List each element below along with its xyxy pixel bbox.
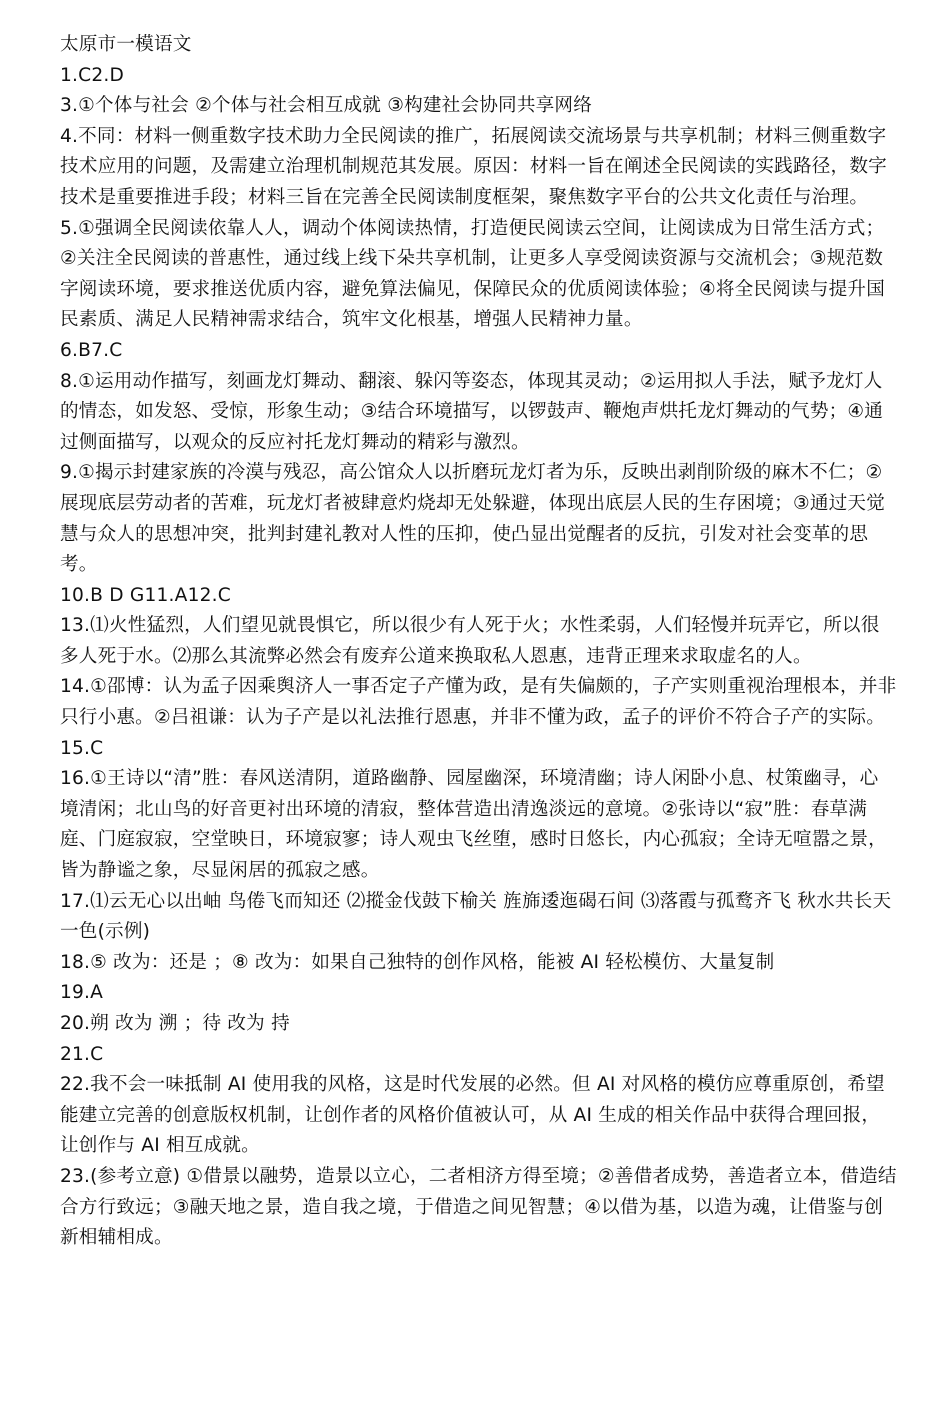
answer-22: 22.我不会一味抵制 AI 使用我的风格，这是时代发展的必然。但 AI 对风格的模仿应尊重原创，希望能建立完善的创意版权机制，让创作者的风格价值被认可，从 AI 生成的相关作品中获得合理回报，让创作与 AI 相互成就。 xyxy=(60,1074,885,1157)
answer-21: 21.C xyxy=(60,1043,104,1065)
answer-10-12: 10.B D G11.A12.C xyxy=(60,584,231,606)
answer-23: 23.(参考立意) ①借景以融势，造景以立心，二者相济方得至境；②善借者成势，善造者立本，借造结合方行致远；③融天地之景，造自我之境，于借造之间见智慧；④以借为基，以造为魂，让借鉴与创新相辅相成。 xyxy=(60,1165,897,1249)
answer-15: 15.C xyxy=(60,737,104,759)
answer-16: 16.①王诗以“清”胜：春风送清阴，道路幽静、园屋幽深，环境清幽；诗人闲卧小息、杖策幽寻，心境清闲；北山鸟的好音更衬出环境的清寂，整体营造出清逸淡远的意境。②张诗以“寂”胜：春草满庭、门庭寂寂，空堂映日，环境寂寥；诗人观虫飞丝堕，感时日悠长，内心孤寂；全诗无喧嚣之景，皆为静谧之象，尽显闲居的孤寂之感。 xyxy=(60,768,887,882)
answer-8: 8.①运用动作描写，刻画龙灯舞动、翻滚、躲闪等姿态，体现其灵动；②运用拟人手法，赋予龙灯人的情态，如发怒、受惊，形象生动；③结合环境描写，以锣鼓声、鞭炮声烘托龙灯舞动的气势；④通过侧面描写，以观众的反应衬托龙灯舞动的精彩与激烈。 xyxy=(60,370,884,453)
answer-9: 9.①揭示封建家族的冷漠与残忍，高公馆众人以折磨玩龙灯者为乐，反映出剥削阶级的麻木不仁；②展现底层劳动者的苦难，玩龙灯者被肆意灼烧却无处躲避，体现出底层人民的生存困境；③通过天觉慧与众人的思想冲突，批判封建礼教对人性的压抑，使凸显出觉醒者的反抗，引发对社会变革的思考。 xyxy=(60,462,886,576)
document-title: 太原市一模语文 xyxy=(60,34,192,55)
answer-13: 13.⑴火性猛烈，人们望见就畏惧它，所以很少有人死于火；水性柔弱，人们轻慢并玩弄它，所以很多人死于水。⑵那么其流弊必然会有废弃公道来换取私人恩惠，违背正理来求取虚名的人。 xyxy=(60,615,880,667)
answer-14: 14.①邵博：认为孟子因乘舆济人一事否定子产懂为政，是有失偏颇的，子产实则重视治理根本，并非只行小惠。②吕祖谦：认为子产是以礼法推行恩惠，并非不懂为政，孟子的评价不符合子产的实际。 xyxy=(60,676,897,729)
answer-19: 19.A xyxy=(60,982,104,1004)
answer-17: 17.⑴云无心以出岫 鸟倦飞而知还 ⑵摐金伐鼓下榆关 旌旆逶迤碣石间 ⑶落霞与孤鹜齐飞 秋水共长天一色(示例) xyxy=(60,890,892,943)
answer-1-2: 1.C2.D xyxy=(60,64,124,86)
answer-18: 18.⑤ 改为：还是 ；⑧ 改为：如果自己独特的创作风格，能被 AI 轻松模仿、大量复制 xyxy=(60,951,775,973)
answer-4: 4.不同：材料一侧重数字技术助力全民阅读的推广，拓展阅读交流场景与共享机制；材料三侧重数字技术应用的问题，及需建立治理机制规范其发展。原因：材料一旨在阐述全民阅读的实践路径，数字技术是重要推进手段；材料三旨在完善全民阅读制度框架，聚焦数字平台的公共文化责任与治理。 xyxy=(60,125,887,208)
answer-5: 5.①强调全民阅读依靠人人，调动个体阅读热情，打造便民阅读云空间，让阅读成为日常生活方式；②关注全民阅读的普惠性，通过线上线下朵共享机制，让更多人享受阅读资源与交流机会；③规范数字阅读环境，要求推送优质内容，避免算法偏见，保障民众的优质阅读体验；④将全民阅读与提升国民素质、满足人民精神需求结合，筑牢文化根基，增强人民精神力量。 xyxy=(60,217,886,331)
answer-3: 3.①个体与社会 ②个体与社会相互成就 ③构建社会协同共享网络 xyxy=(60,95,593,117)
answer-20: 20.朔 改为 溯 ；待 改为 持 xyxy=(60,1013,290,1034)
answer-6-7: 6.B7.C xyxy=(60,339,123,361)
